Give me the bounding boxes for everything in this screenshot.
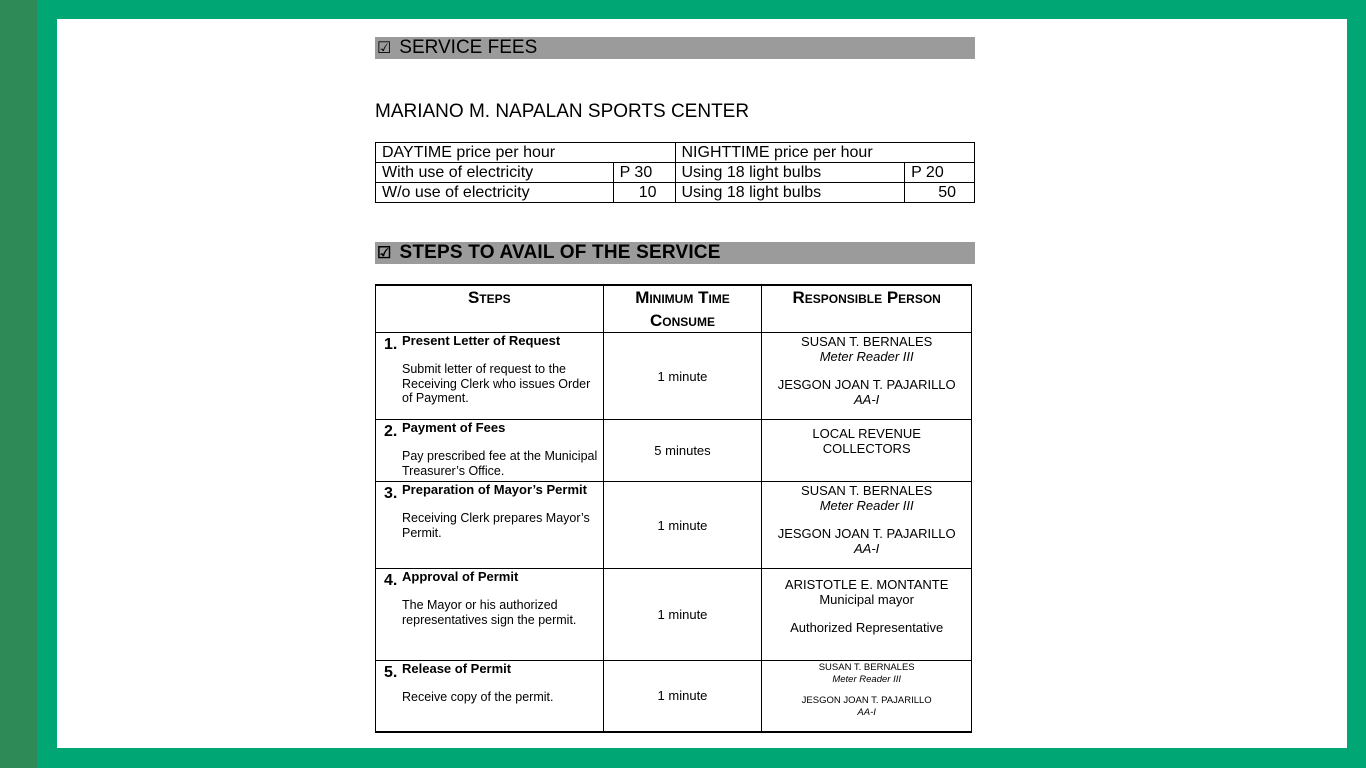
responsible-cell <box>762 420 972 482</box>
day-label: W/o use of electricity <box>376 183 614 203</box>
document-page <box>57 19 1347 748</box>
step-description: Pay prescribed fee at the Municipal Treasurer’s Office. <box>402 449 598 478</box>
person-name: Authorized Representative <box>790 620 944 635</box>
step-title: Payment of Fees <box>402 420 506 435</box>
steps-column-header <box>376 285 604 333</box>
day-price: 10 <box>613 183 675 203</box>
person-role: AA-I <box>857 706 876 718</box>
left-border-strip <box>0 0 37 768</box>
steps-header-row <box>376 285 972 333</box>
step-cell <box>376 333 604 420</box>
person-name: JESGON JOAN T. PAJARILLO <box>801 695 932 706</box>
time-column-label-1: Minimum Time <box>635 288 730 307</box>
fees-table <box>375 142 975 203</box>
person-column-label: Responsible Person <box>792 288 941 307</box>
person-name: JESGON JOAN T. PAJARILLO <box>777 526 956 541</box>
service-fees-title: SERVICE FEES <box>399 37 538 58</box>
responsible-cell <box>762 569 972 661</box>
daytime-header: DAYTIME price per hour <box>376 143 676 163</box>
person-name: COLLECTORS <box>822 440 911 456</box>
responsible-cell <box>762 661 972 732</box>
step-description: Receive copy of the permit. <box>402 690 554 704</box>
day-price: P 30 <box>613 163 675 183</box>
steps-column-label: Steps <box>467 288 511 307</box>
fees-row <box>376 183 975 203</box>
person-role: AA-I <box>854 540 880 556</box>
step-title: Release of Permit <box>402 661 512 676</box>
time-column-label-2: Consume <box>650 311 715 330</box>
step-number: 1. <box>384 336 398 353</box>
night-label: Using 18 light bulbs <box>675 183 905 203</box>
person-role: Meter Reader III <box>832 673 901 685</box>
person-title: Municipal mayor <box>819 591 914 607</box>
step-number: 3. <box>384 485 398 502</box>
fees-row <box>376 163 975 183</box>
step-row-3 <box>376 482 972 569</box>
step-title: Preparation of Mayor’s Permit <box>402 482 587 497</box>
time-column-header <box>603 285 762 333</box>
step-description: The Mayor or his authorized representatives sign the permit. <box>402 598 577 627</box>
person-name: JESGON JOAN T. PAJARILLO <box>777 377 956 392</box>
step-title: Present Letter of Request <box>402 333 561 348</box>
step-cell <box>376 661 604 732</box>
person-role: AA-I <box>854 391 880 407</box>
service-fees-header <box>375 37 975 59</box>
person-name: SUSAN T. BERNALES <box>801 483 933 498</box>
person-name: ARISTOTLE E. MONTANTE <box>784 577 949 592</box>
nighttime-header: NIGHTTIME price per hour <box>675 143 975 163</box>
step-cell <box>376 569 604 661</box>
step-time: 1 minute <box>603 333 762 420</box>
checkbox-icon: ☑ <box>377 40 392 57</box>
step-description: Receiving Clerk prepares Mayor’s Permit. <box>402 511 590 540</box>
step-number: 5. <box>384 664 398 681</box>
person-name: SUSAN T. BERNALES <box>818 662 915 673</box>
step-row-1 <box>376 333 972 420</box>
step-row-5 <box>376 661 972 732</box>
step-time: 1 minute <box>603 661 762 732</box>
steps-header <box>375 242 975 264</box>
steps-title: STEPS TO AVAIL OF THE SERVICE <box>399 242 721 263</box>
steps-table <box>375 284 972 733</box>
person-name: LOCAL REVENUE <box>812 426 921 441</box>
step-row-2 <box>376 420 972 482</box>
step-description: Submit letter of request to the Receiving Clerk who issues Order of Payment. <box>402 362 591 405</box>
step-time: 1 minute <box>603 482 762 569</box>
step-cell <box>376 482 604 569</box>
step-number: 2. <box>384 423 398 440</box>
person-role: Meter Reader III <box>819 348 914 364</box>
step-cell <box>376 420 604 482</box>
person-column-header <box>762 285 972 333</box>
night-price: 50 <box>905 183 975 203</box>
night-label: Using 18 light bulbs <box>675 163 905 183</box>
step-time: 5 minutes <box>603 420 762 482</box>
day-label: With use of electricity <box>376 163 614 183</box>
fees-header-row <box>376 143 975 163</box>
checkbox-icon: ☑ <box>377 245 392 262</box>
step-title: Approval of Permit <box>402 569 519 584</box>
person-name: SUSAN T. BERNALES <box>801 334 933 349</box>
night-price: P 20 <box>905 163 975 183</box>
step-time: 1 minute <box>603 569 762 661</box>
step-number: 4. <box>384 572 398 589</box>
venue-title: MARIANO M. NAPALAN SPORTS CENTER <box>375 101 750 122</box>
step-row-4 <box>376 569 972 661</box>
responsible-cell <box>762 482 972 569</box>
person-role: Meter Reader III <box>819 497 914 513</box>
responsible-cell <box>762 333 972 420</box>
